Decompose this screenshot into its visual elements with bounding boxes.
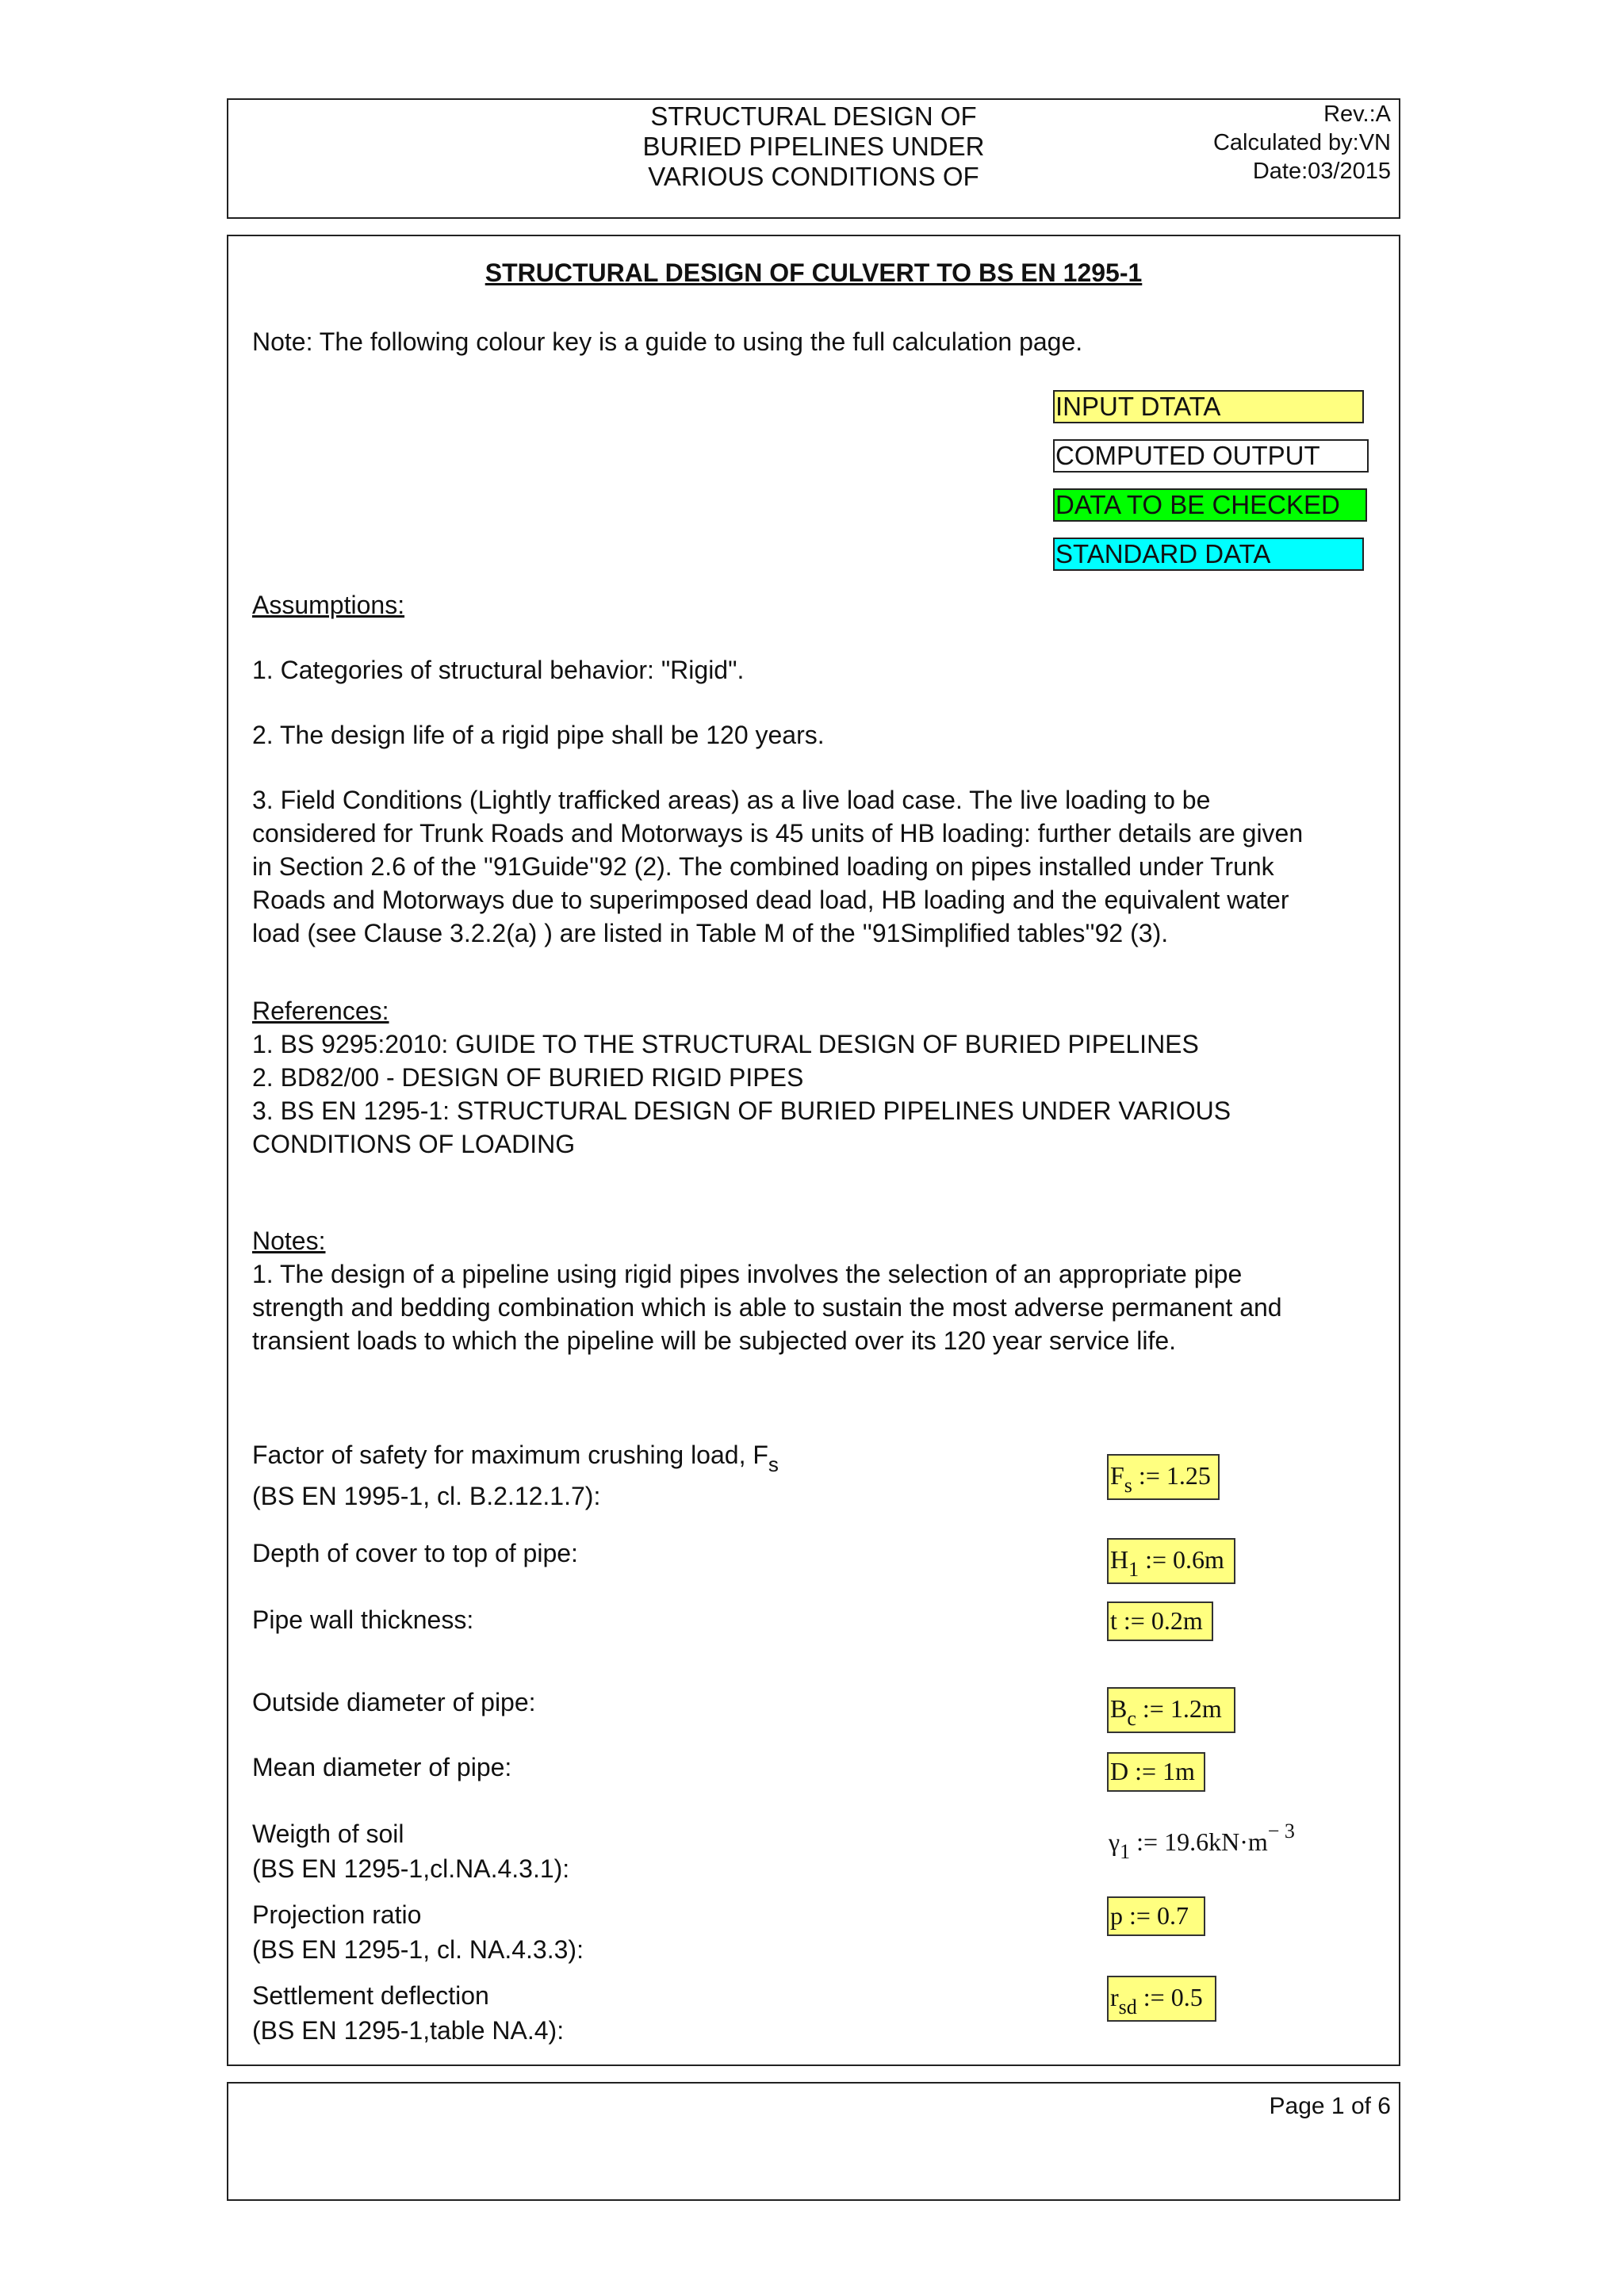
bc-input[interactable] xyxy=(1107,1687,1235,1733)
calculated-by: Calculated by:VN xyxy=(1212,130,1391,155)
gamma-subscript: 1 xyxy=(1120,1840,1131,1863)
page-title: STRUCTURAL DESIGN OF CULVERT TO BS EN 1295-1 xyxy=(485,258,1143,287)
assumption-3-line: load (see Clause 3.2.2(a) ) are listed in Table M of the ''91Simplified tables''92 (3). xyxy=(252,919,1169,947)
key-standard-data: STANDARD DATA xyxy=(1053,538,1364,571)
bc-subscript: c xyxy=(1127,1707,1136,1730)
footer-box xyxy=(227,2082,1400,2201)
h1-subscript: 1 xyxy=(1128,1558,1139,1581)
rsd-value: := 0.5 xyxy=(1143,1983,1203,2011)
p-input[interactable]: p := 0.7 xyxy=(1107,1896,1205,1936)
gamma-value: := 19.6kN·m xyxy=(1136,1827,1268,1856)
fs-label-subscript: s xyxy=(768,1452,779,1476)
h1-input[interactable] xyxy=(1107,1538,1235,1584)
p-reference: (BS EN 1295-1, cl. NA.4.3.3): xyxy=(252,1935,584,1964)
fs-symbol: F xyxy=(1110,1461,1124,1490)
notes-list xyxy=(252,1257,1282,1357)
assumption-3-line: 3. Field Conditions (Lightly trafficked areas) as a live load case. The live loading to be xyxy=(252,786,1211,814)
title-line-2: BURIED PIPELINES UNDER xyxy=(642,132,985,161)
t-input[interactable]: t := 0.2m xyxy=(1107,1601,1213,1641)
assumption-2: 2. The design life of a rigid pipe shall be 120 years. xyxy=(252,721,825,749)
bc-symbol: B xyxy=(1110,1694,1128,1723)
fs-input[interactable] xyxy=(1107,1454,1220,1500)
references-heading: References: xyxy=(252,997,389,1025)
rsd-subscript: sd xyxy=(1118,1996,1137,2019)
p-label: Projection ratio xyxy=(252,1900,422,1929)
fs-label-text: Factor of safety for maximum crushing load, F xyxy=(252,1441,768,1469)
gamma-exponent: − 3 xyxy=(1267,1820,1295,1843)
revision: Rev.:A xyxy=(1323,101,1391,127)
key-data-to-check: DATA TO BE CHECKED xyxy=(1053,488,1367,522)
calculation-page xyxy=(227,235,1400,2066)
rsd-symbol: r xyxy=(1110,1983,1119,2011)
fs-subscript: s xyxy=(1124,1474,1132,1497)
bc-value: := 1.2m xyxy=(1142,1694,1222,1723)
header-box xyxy=(227,98,1400,219)
key-computed-output: COMPUTED OUTPUT xyxy=(1053,439,1369,473)
gamma-reference: (BS EN 1295-1,cl.NA.4.3.1): xyxy=(252,1854,570,1883)
note-line: transient loads to which the pipeline will be subjected over its 120 year service life. xyxy=(252,1326,1177,1355)
fs-reference: (BS EN 1995-1, cl. B.2.12.1.7): xyxy=(252,1482,601,1510)
h1-value: := 0.6m xyxy=(1145,1545,1224,1574)
d-label: Mean diameter of pipe: xyxy=(252,1753,512,1781)
t-label: Pipe wall thickness: xyxy=(252,1605,474,1634)
date: Date:03/2015 xyxy=(1252,159,1391,184)
rsd-input[interactable] xyxy=(1107,1976,1216,2022)
bc-label: Outside diameter of pipe: xyxy=(252,1688,536,1716)
assumption-1: 1. Categories of structural behavior: "Rigid". xyxy=(252,656,745,684)
rsd-reference: (BS EN 1295-1,table NA.4): xyxy=(252,2016,565,2045)
title-line-1: STRUCTURAL DESIGN OF xyxy=(650,101,977,131)
reference-item: 1. BS 9295:2010: GUIDE TO THE STRUCTURAL DESIGN OF BURIED PIPELINES xyxy=(252,1030,1199,1058)
title-line-3: VARIOUS CONDITIONS OF xyxy=(648,162,979,191)
note-line: strength and bedding combination which is able to sustain the most adverse permanent and xyxy=(252,1293,1282,1322)
d-input[interactable]: D := 1m xyxy=(1107,1752,1205,1792)
reference-item: CONDITIONS OF LOADING xyxy=(252,1130,576,1158)
assumption-3-line: considered for Trunk Roads and Motorways is 45 units of HB loading: further details are given xyxy=(252,819,1304,848)
h1-label: Depth of cover to top of pipe: xyxy=(252,1539,578,1567)
key-input-data: INPUT DTATA xyxy=(1053,390,1364,423)
colour-key-note: Note: The following colour key is a guide to using the full calculation page. xyxy=(252,327,1083,356)
notes-heading: Notes: xyxy=(252,1226,326,1255)
reference-item: 2. BD82/00 - DESIGN OF BURIED RIGID PIPES xyxy=(252,1063,804,1092)
gamma-label: Weigth of soil xyxy=(252,1820,404,1848)
assumption-3-line: in Section 2.6 of the ''91Guide''92 (2). The combined loading on pipes installed under Trunk xyxy=(252,852,1274,881)
fs-label xyxy=(252,1438,779,1476)
reference-item: 3. BS EN 1295-1: STRUCTURAL DESIGN OF BURIED PIPELINES UNDER VARIOUS xyxy=(252,1096,1231,1125)
assumptions-heading: Assumptions: xyxy=(252,591,405,619)
assumption-3-line: Roads and Motorways due to superimposed dead load, HB loading and the equivalent water xyxy=(252,886,1289,914)
revision-block xyxy=(1213,100,1391,186)
h1-symbol: H xyxy=(1110,1545,1129,1574)
rsd-label: Settlement deflection xyxy=(252,1981,489,2010)
gamma-symbol: γ xyxy=(1109,1827,1120,1856)
assumption-3 xyxy=(252,783,1303,950)
references-list xyxy=(252,1027,1231,1161)
note-line: 1. The design of a pipeline using rigid pipes involves the selection of an appropriate pipe xyxy=(252,1260,1243,1288)
page-number: Page 1 of 6 xyxy=(1269,2093,1391,2119)
fs-value: := 1.25 xyxy=(1138,1461,1211,1490)
gamma-value-output xyxy=(1107,1822,1297,1868)
